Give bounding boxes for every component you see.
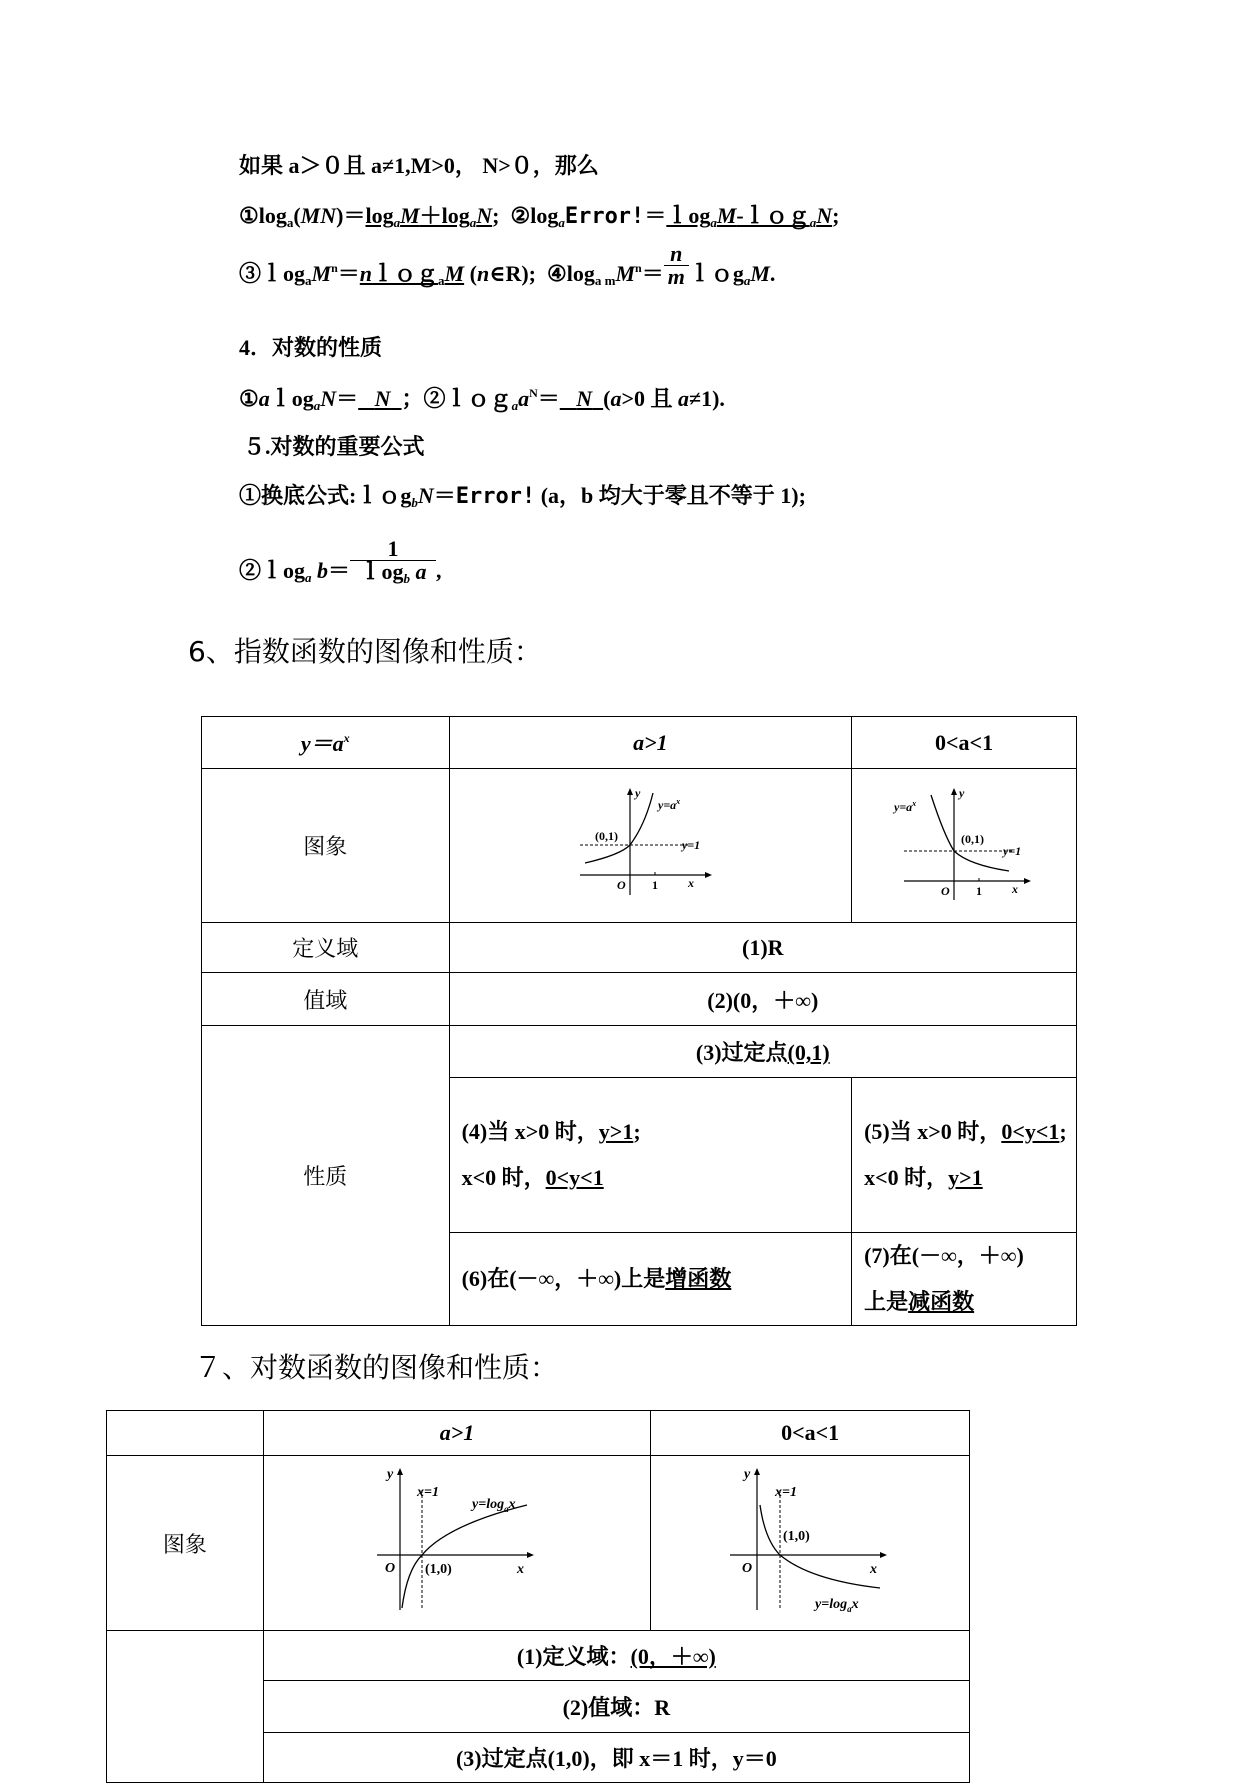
log-fixed-point: (3)过定点(1,0)，即 x＝1 时，y＝0 xyxy=(263,1733,969,1783)
exp-row-range: 值域 xyxy=(202,973,450,1026)
exp1-curve-label: $y=a^x$ xyxy=(658,796,681,812)
section4-line: ①aｌog$_a$N＝ N ；$②log_aa^N=$ N (a>0 且 a≠1). xyxy=(239,386,725,413)
exp2-point-label: (0,1) xyxy=(961,831,985,846)
exp1-y-label: y xyxy=(635,785,641,800)
rule4-label: ④log xyxy=(547,261,595,286)
rule2-label: ②log xyxy=(510,203,559,228)
exp2-curve-label: $y=a^x$ xyxy=(894,798,917,814)
exp1-point-label: (0,1) xyxy=(595,828,619,843)
exp-prop-5: (5)当 x>0 时，0<y<1; x<0 时，y>1 xyxy=(852,1078,1077,1233)
exp2-one-label: 1 xyxy=(976,883,983,898)
section5-title: ５.对数的重要公式 xyxy=(243,434,425,459)
heading-6: 6、指数函数的图像和性质： xyxy=(188,635,542,668)
exp-row-domain: 定义域 xyxy=(202,923,450,973)
exp1-x-label: x xyxy=(688,875,695,890)
rule1-label: ①log xyxy=(239,203,287,228)
log-row-image: 图象 xyxy=(107,1456,264,1631)
exp-prop-6: (6)在(－∞，＋∞)上是增函数 xyxy=(449,1233,852,1326)
log-header-a-gt-1: a>1 xyxy=(263,1411,651,1456)
exp1-one-label: 1 xyxy=(652,877,659,892)
log1-y-label: y xyxy=(387,1467,394,1482)
log1-x-label: x xyxy=(517,1562,524,1577)
exp-graph-decreasing xyxy=(852,769,1077,923)
log-increasing-graph xyxy=(367,1460,547,1620)
change-base-line: ①换底公式:ｌｏg$_b$N＝Error! (a，b 均大于零且不等于 1); xyxy=(239,483,806,510)
log2-curve-label: $y=\log_ax$ xyxy=(815,1597,859,1614)
exp2-y-label: y xyxy=(959,785,965,800)
log2-point-label: (1,0) xyxy=(783,1529,810,1544)
log1-point-label: (1,0) xyxy=(425,1562,452,1577)
log2-x-label: x xyxy=(870,1562,878,1577)
log-range: (2)值域：R xyxy=(263,1681,969,1733)
error-text: Error! xyxy=(564,204,645,229)
log-props-label xyxy=(107,1631,264,1783)
exp1-line-label: y=1 xyxy=(682,837,701,852)
exp1-origin-label: O xyxy=(617,877,627,892)
error-text-2: Error! xyxy=(455,484,536,509)
exp-graph-increasing xyxy=(449,769,852,923)
intro-text: 如果 a＞０且 a≠1,M>0， N>０，那么 xyxy=(239,153,599,178)
exp2-x-label: x xyxy=(1012,881,1019,896)
section4-title: 4．对数的性质 xyxy=(239,335,383,360)
exp-increasing-graph xyxy=(575,785,725,901)
log-graph-increasing xyxy=(263,1456,651,1631)
formula2-line: ②ｌog$_a$ b＝ $\frac{1}{log_b a}$ , xyxy=(239,536,442,587)
log-decreasing-graph xyxy=(720,1460,900,1620)
exp-prop-7: (7)在(－∞，＋∞) 上是减函数 xyxy=(852,1233,1077,1326)
answer2: N xyxy=(576,386,593,411)
exp-range-value: (2)(0，＋∞) xyxy=(449,973,1076,1026)
heading-7: ７、对数函数的图像和性质： xyxy=(194,1351,559,1384)
exp-header-func: $y=a^x$ xyxy=(202,717,450,769)
log-table xyxy=(106,1410,970,1783)
log-graph-decreasing xyxy=(651,1456,970,1631)
change-base-note: (a，b 均大于零且不等于 1); xyxy=(540,483,806,508)
answer1: N xyxy=(374,386,391,411)
rule3-label: ③ｌog xyxy=(239,261,306,286)
exp-table xyxy=(201,716,1077,1326)
exp2-line-label: y=1 xyxy=(1003,843,1022,858)
rules-line-2: $③log_aM^n=nlog_aM$ (n∈R); $④\log_{a m}M^n=$ $\frac{n}{m}$ ｌｏg$_a$M. xyxy=(239,241,776,290)
exp-prop-4: (4)当 x>0 时，y>1; x<0 时，0<y<1 xyxy=(449,1078,852,1233)
exp2-origin-label: O xyxy=(941,883,950,898)
exp-header-a-lt-1: 0<a<1 xyxy=(852,717,1077,769)
log1-vline-label: x=1 xyxy=(417,1485,439,1500)
log2-origin-label: O xyxy=(742,1561,753,1576)
change-base-label: ①换底公式:ｌｏg xyxy=(239,483,412,508)
intro-line xyxy=(239,155,599,177)
rules-line-1: $①\log_a(MN)=\log_aM+\log_aN$; $②\log_aError!=log_aM-log_aN$; xyxy=(239,203,840,230)
exp-fixed-point: (3)过定点(0,1) xyxy=(449,1026,1076,1078)
exp-header-a-gt-1: a>1 xyxy=(449,717,852,769)
exp-domain-value: (1)R xyxy=(449,923,1076,973)
exp-row-image: 图象 xyxy=(202,769,450,923)
log1-curve-label: $y=\log_ax$ xyxy=(472,1497,516,1514)
formula2-label: ②ｌog xyxy=(239,558,306,583)
exp-decreasing-graph xyxy=(889,785,1039,901)
log-header-empty xyxy=(107,1411,264,1456)
log2-y-label: y xyxy=(744,1467,751,1482)
log1-origin-label: O xyxy=(385,1561,396,1576)
exp-row-props: 性质 xyxy=(202,1026,450,1326)
log2-vline-label: x=1 xyxy=(775,1485,798,1500)
rule4-fraction: $\frac{n}{m}$ xyxy=(664,243,689,288)
log-header-a-lt-1: 0<a<1 xyxy=(651,1411,970,1456)
log-domain: (1)定义域：(0，＋∞) xyxy=(263,1631,969,1681)
formula2-fraction: $\frac{1}{log_b a}$ xyxy=(350,538,436,585)
